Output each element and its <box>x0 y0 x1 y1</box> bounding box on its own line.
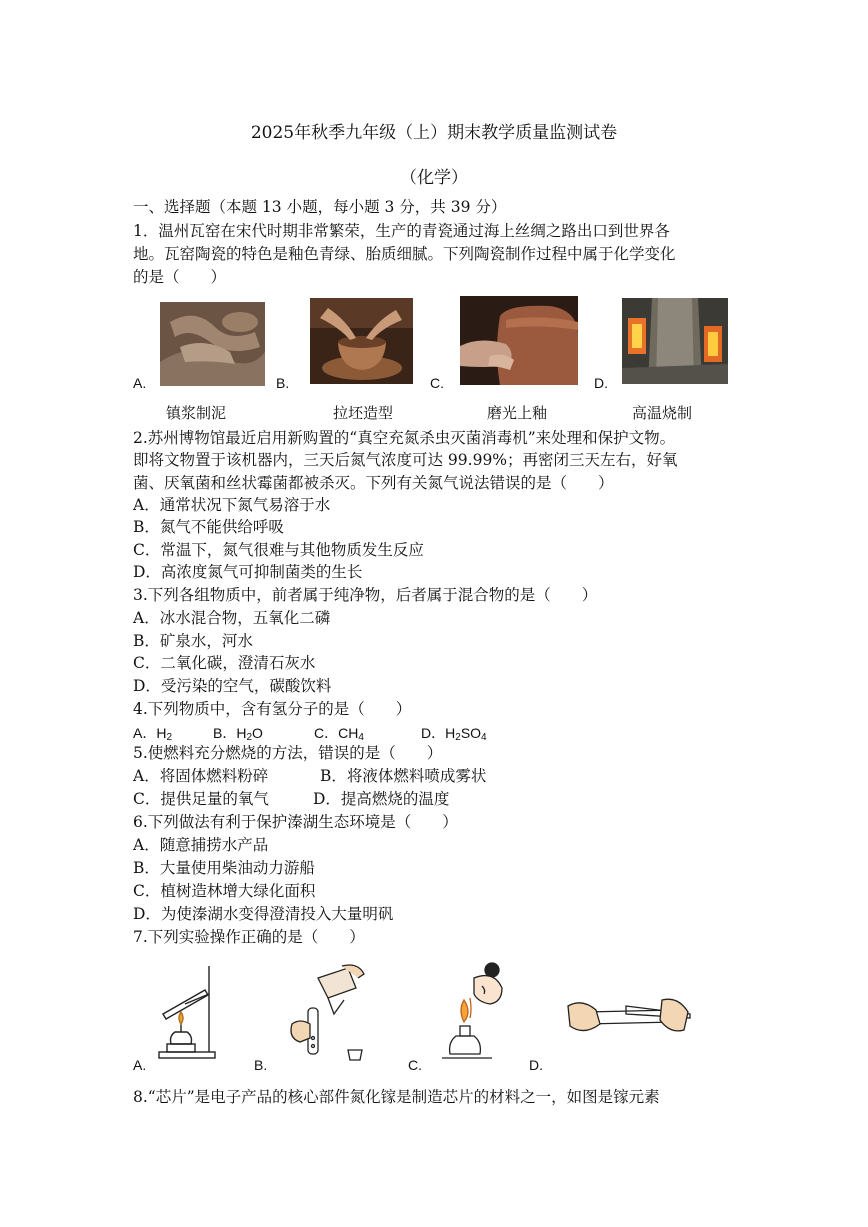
q3-stem: 3.下列各组物质中，前者属于纯净物，后者属于混合物的是（ ） <box>133 586 598 604</box>
q6-option-d: D．为使溱湖水变得澄清投入大量明矾 <box>133 905 394 923</box>
photo-kiln-firing <box>622 298 728 384</box>
pouring-liquid-illustration <box>282 964 372 1064</box>
section-heading: 一、选择题（本题 13 小题，每小题 3 分，共 39 分） <box>133 198 507 216</box>
q1-stem-line-3: 的是（ ） <box>133 268 227 286</box>
q6-stem: 6.下列做法有利于保护溱湖生态环境是（ ） <box>133 813 458 831</box>
q7-option-d-letter: D. <box>529 1057 543 1073</box>
q2-stem-line-1: 2.苏州博物馆最近启用新购置的“真空充氮杀虫灭菌消毒机”来处理和保护文物。 <box>133 429 676 447</box>
q4-stem: 4.下列物质中，含有氢分子的是（ ） <box>133 700 412 718</box>
q3-option-c: C．二氧化碳，澄清石灰水 <box>133 654 316 672</box>
q7-stem: 7.下列实验操作正确的是（ ） <box>133 928 365 946</box>
q4-option-c: C．$CH_4$ <box>314 725 364 743</box>
q6-option-a: A．随意捕捞水产品 <box>133 836 269 854</box>
q7-option-a-letter: A. <box>133 1057 147 1073</box>
q1-stem-line-2: 地。瓦窑陶瓷的特色是釉色青绿、胎质细腻。下列陶瓷制作过程中属于化学变化 <box>133 245 676 263</box>
q1-option-b-caption: 拉坯造型 <box>333 404 394 422</box>
iron-stand-heating-illustration <box>155 962 225 1062</box>
q2-option-a: A．通常状况下氮气易溶于水 <box>133 496 331 514</box>
q3-option-b: B．矿泉水，河水 <box>133 632 253 650</box>
q3-option-a: A．冰水混合物，五氧化二磷 <box>133 609 331 627</box>
subject-label: （化学） <box>400 168 468 188</box>
q2-stem-line-2: 即将文物置于该机器内，三天后氮气浓度可达 99.99%；再密闭三天左右，好氧 <box>133 451 678 469</box>
q6-option-c: C．植树造林增大绿化面积 <box>133 882 316 900</box>
q6-option-b: B．大量使用柴油动力游船 <box>133 859 315 877</box>
q2-stem-line-3: 菌、厌氧菌和丝状霉菌都被杀灭。下列有关氮气说法错误的是（ ） <box>133 474 614 492</box>
q4-option-a: A．$H_2$ <box>133 725 173 743</box>
alcohol-lamp-illustration <box>436 960 512 1064</box>
q7-option-b-letter: B. <box>254 1057 268 1073</box>
q5-option-b: B．将液体燃料喷成雾状 <box>320 767 487 785</box>
q4-option-b: B．$H_2O$ <box>213 725 263 743</box>
q4-option-d: D．$H_2SO_4$ <box>421 725 487 743</box>
q2-option-b: B．氮气不能供给呼吸 <box>133 518 284 536</box>
q5-option-a: A．将固体燃料粉碎 <box>133 767 269 785</box>
photo-wheel-throwing <box>310 298 413 384</box>
q1-option-c-letter: C. <box>430 375 444 391</box>
q5-option-d: D．提高燃烧的温度 <box>313 790 450 808</box>
q2-option-c: C．常温下，氮气很难与其他物质发生反应 <box>133 541 424 559</box>
photo-clay-kneading <box>160 302 265 386</box>
q1-option-c-caption: 磨光上釉 <box>487 404 548 422</box>
q7-option-c-letter: C. <box>408 1057 422 1073</box>
q1-option-d-caption: 高温烧制 <box>632 404 693 422</box>
exam-title: 2025年秋季九年级（上）期末教学质量监测试卷 <box>250 123 618 143</box>
test-tube-holder-illustration <box>566 990 696 1050</box>
q3-option-d: D．受污染的空气，碳酸饮料 <box>133 677 332 695</box>
q5-option-c: C．提供足量的氧气 <box>133 790 269 808</box>
q8-stem: 8.“芯片”是电子产品的核心部件氮化镓是制造芯片的材料之一，如图是镓元素 <box>133 1088 660 1106</box>
photo-polishing-glazing <box>460 296 578 385</box>
q5-stem: 5.使燃料充分燃烧的方法，错误的是（ ） <box>133 744 443 762</box>
q1-option-a-caption: 镇浆制泥 <box>166 404 227 422</box>
q1-stem-line-1: 1．温州瓦窑在宋代时期非常繁荣，生产的青瓷通过海上丝绸之路出口到世界各 <box>133 222 670 240</box>
q1-option-b-letter: B. <box>276 375 290 391</box>
q2-option-d: D．高浓度氮气可抑制菌类的生长 <box>133 563 363 581</box>
q1-option-d-letter: D. <box>594 375 608 391</box>
q1-option-a-letter: A. <box>133 375 147 391</box>
